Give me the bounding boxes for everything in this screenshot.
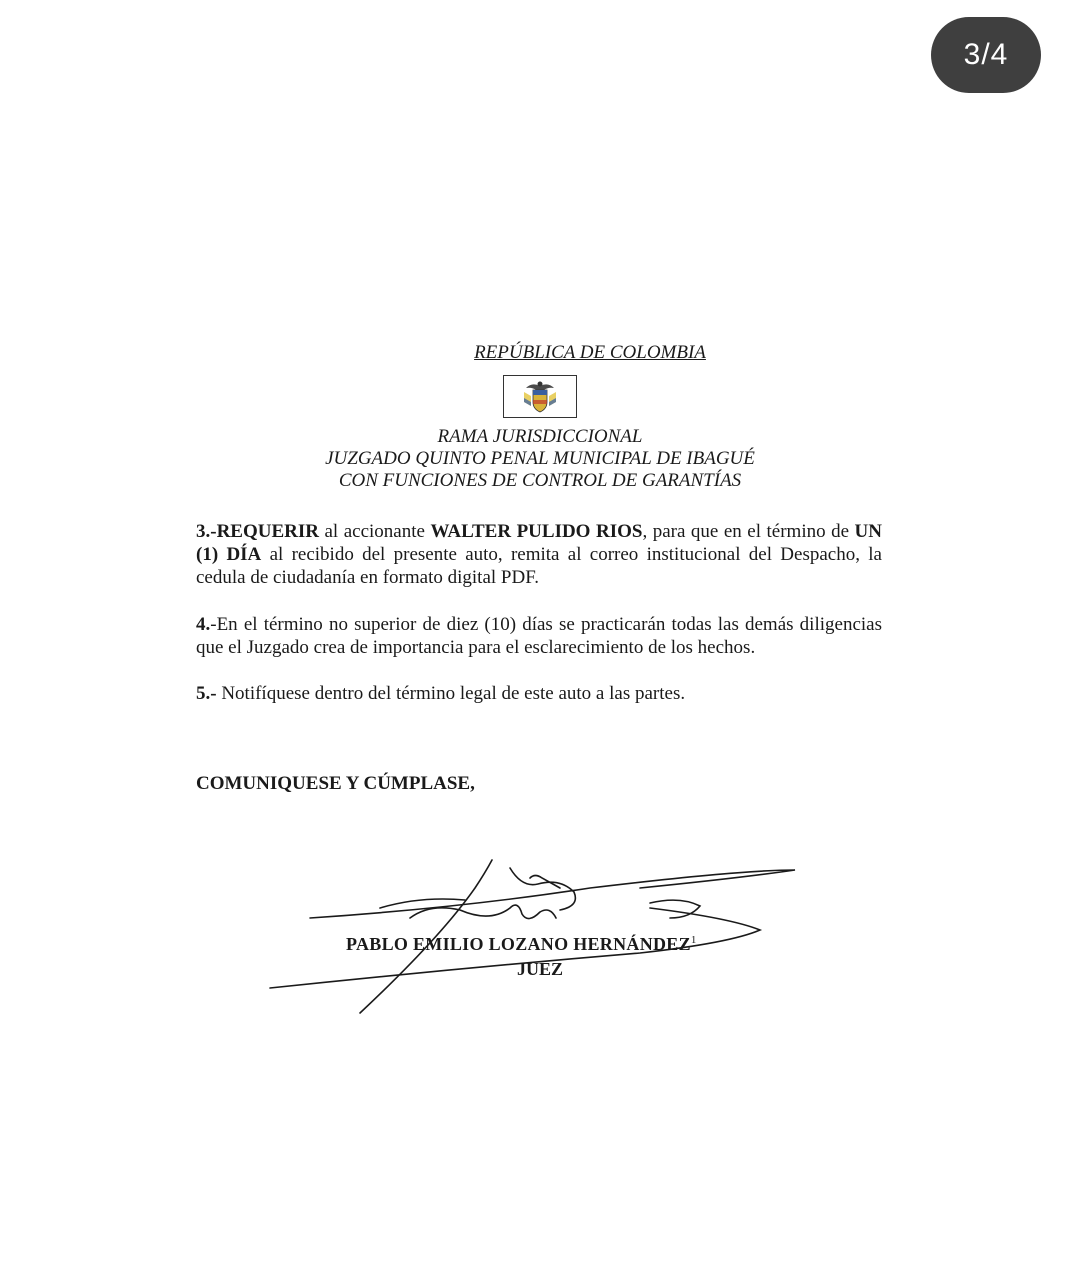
closing-line: COMUNIQUESE Y CÚMPLASE, xyxy=(196,773,475,794)
coat-of-arms-seal xyxy=(503,375,577,418)
paragraph-5 xyxy=(196,682,882,705)
paragraph-4 xyxy=(196,613,882,659)
heading-line: RAMA JURISDICCIONAL xyxy=(437,426,643,447)
paragraph-number: 5.- xyxy=(196,683,217,704)
signer-title: JUEZ xyxy=(516,959,563,979)
document-page xyxy=(150,300,1016,1010)
signer-name-text: PABLO EMILIO LOZANO HERNÁNDEZ xyxy=(346,934,691,954)
republic-heading: REPÚBLICA DE COLOMBIA xyxy=(474,342,706,363)
paragraph-number: 4. xyxy=(196,614,211,635)
handwritten-signature xyxy=(260,848,820,1018)
paragraph-text: al recibido del presente auto, remita al correo institucional del Despacho, la cedula de ciudadanía en formato digital PDF. xyxy=(196,544,882,588)
petitioner-name: WALTER PULIDO RIOS xyxy=(430,521,643,542)
court-heading xyxy=(310,426,770,492)
paragraph-text: , para que en el término de xyxy=(642,521,855,542)
footnote-marker: 1 xyxy=(690,934,697,946)
page-counter: 3/4 xyxy=(931,17,1041,93)
heading-line: CON FUNCIONES DE CONTROL DE GARANTÍAS xyxy=(338,470,742,491)
paragraph-3 xyxy=(196,520,882,589)
paragraph-number: 3.- xyxy=(196,521,217,542)
paragraph-text: al accionante xyxy=(318,521,431,542)
paragraph-text: Notifíquese dentro del término legal de este auto a las partes. xyxy=(216,683,686,704)
term-text: UN (1) DÍA xyxy=(196,521,882,565)
heading-line: JUZGADO QUINTO PENAL MUNICIPAL DE IBAGUÉ xyxy=(325,448,755,469)
signer-name xyxy=(346,934,726,955)
paragraph-text: -En el término no superior de diez (10) días se practicarán todas las demás diligencias que el Juzgado crea de importancia para el esclarecimiento de los hechos. xyxy=(196,614,882,658)
paragraph-verb: REQUERIR xyxy=(216,521,319,542)
